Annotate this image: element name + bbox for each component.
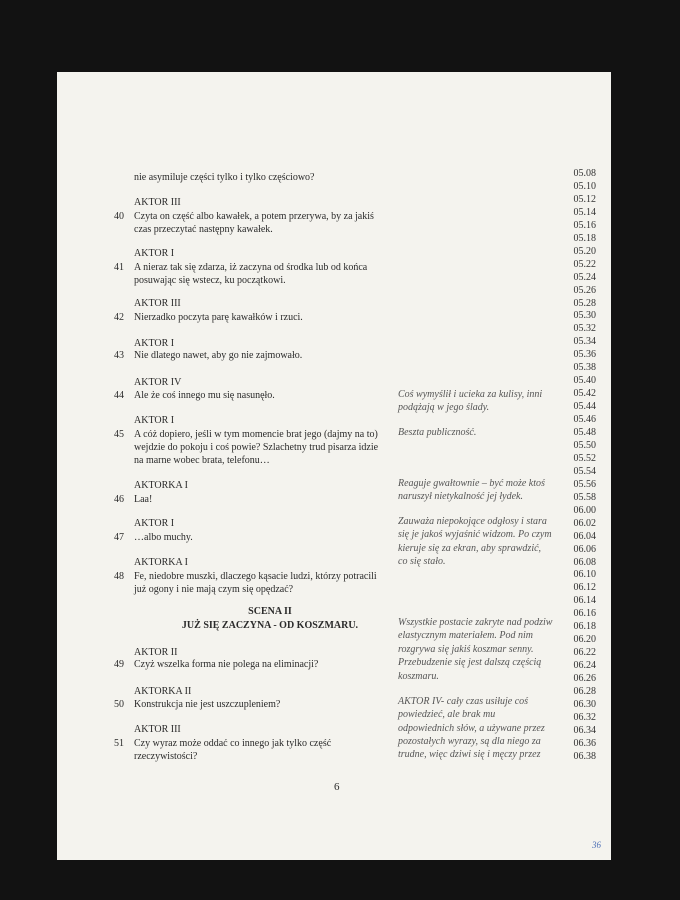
- timecode: 06.36: [573, 737, 596, 749]
- timecode: 06.14: [573, 595, 596, 607]
- stage-direction: pozostałych wyrazy, są dla niego za: [398, 735, 541, 747]
- corner-mark: 36: [592, 840, 601, 850]
- dialogue-line: Ale że coś innego mu się nasunęło.: [134, 390, 275, 401]
- dialogue-line: Czyż wszelka forma nie polega na eliminacji?: [134, 659, 319, 670]
- timecode: 06.38: [573, 750, 596, 762]
- dialogue-line: posuwając się wstecz, ku początkowi.: [134, 275, 286, 286]
- line-number: 46: [114, 494, 124, 505]
- dialogue-line: Nie dlatego nawet, aby go nie zajmowało.: [134, 350, 303, 361]
- timecode: 05.34: [573, 336, 596, 348]
- timecode: 06.12: [573, 582, 596, 594]
- line-number: 51: [114, 738, 124, 749]
- timecode: 05.42: [573, 388, 596, 400]
- dialogue-line: Czy wyraz może oddać co innego jak tylko część: [134, 738, 332, 749]
- line-number: 50: [114, 699, 124, 710]
- speaker-name: AKTOR I: [134, 248, 175, 259]
- line-number: 44: [114, 390, 124, 401]
- timecode: 06.10: [573, 569, 596, 581]
- timecode: 05.58: [573, 491, 596, 503]
- timecode: 06.26: [573, 673, 596, 685]
- stage-direction: Reaguje gwałtownie – być może ktoś: [398, 478, 545, 489]
- timecode: 05.28: [573, 297, 596, 309]
- stage-direction: AKTOR IV- cały czas usiłuje coś: [398, 696, 529, 707]
- timecode: 06.18: [573, 621, 596, 633]
- stage-direction: Wszystkie postacie zakryte nad podziw: [398, 617, 553, 628]
- stage-direction: Przebudzenie się jest dalszą częścią: [398, 657, 542, 669]
- timecode: 05.12: [573, 193, 596, 205]
- timecode: 06.22: [573, 647, 596, 659]
- speaker-name: AKTORKA I: [134, 480, 188, 491]
- timecode: 05.30: [573, 310, 596, 322]
- line-number: 41: [114, 262, 124, 273]
- timecode: 05.44: [573, 401, 596, 413]
- timecode: 05.46: [573, 414, 596, 426]
- timecode: 05.56: [573, 478, 596, 490]
- timecode: 06.24: [573, 660, 596, 672]
- timecode: 05.08: [573, 168, 596, 179]
- timecode: 06.30: [573, 698, 596, 710]
- dialogue-line: Czyta on część albo kawałek, a potem przerywa, by za jakiś: [134, 211, 374, 222]
- dialogue-line: …albo muchy.: [134, 532, 193, 543]
- timecode: 05.16: [573, 219, 596, 231]
- stage-direction: trudne, więc dziwi się i męczy przez: [398, 749, 541, 761]
- scene-title: SCENA II: [248, 606, 292, 617]
- dialogue-line: A nieraz tak się zdarza, iż zaczyna od środka lub od końca: [134, 262, 368, 273]
- script-page: [57, 72, 611, 860]
- timecode: 05.32: [573, 323, 596, 335]
- stage-direction: kieruje się za ekran, aby sprawdzić,: [398, 542, 542, 554]
- timecode: 06.08: [573, 556, 596, 568]
- dialogue-line: wejdzie do pokoju i coś powie? Szlachetny trud pisarza idzie: [134, 442, 379, 453]
- speaker-name: AKTOR II: [134, 647, 178, 658]
- dialogue-line: Laa!: [134, 494, 153, 505]
- dialogue-line: Konstrukcja nie jest uszczupleniem?: [134, 699, 281, 710]
- timecode: 06.06: [573, 543, 596, 555]
- timecode: 06.02: [573, 517, 596, 529]
- stage-direction: się je jakoś wyjaśnić widzom. Po czym: [398, 529, 552, 541]
- stage-direction: powiedzieć, ale brak mu: [398, 709, 496, 721]
- speaker-name: AKTOR I: [134, 338, 175, 349]
- speaker-name: AKTOR I: [134, 518, 175, 529]
- timecode: 05.36: [573, 349, 596, 361]
- timecode: 05.52: [573, 452, 596, 464]
- line-number: 45: [114, 429, 124, 440]
- line-number: 42: [114, 312, 124, 323]
- stage-direction: koszmaru.: [398, 670, 439, 682]
- stage-direction: elastycznym materiałem. Pod nim: [398, 630, 533, 642]
- timecode: 05.48: [573, 427, 596, 438]
- speaker-name: AKTOR III: [134, 197, 181, 208]
- stage-direction: Coś wymyślił i ucieka za kulisy, inni: [398, 389, 543, 400]
- intro-line: nie asymiluje części tylko i tylko częściowo?: [134, 172, 315, 183]
- stage-direction: Zauważa niepokojące odgłosy i stara: [398, 516, 547, 527]
- timecode: 05.22: [573, 258, 596, 270]
- dialogue-line: A cóż dopiero, jeśli w tym momencie brat jego (dajmy na to): [134, 429, 378, 440]
- timecode: 06.00: [573, 504, 596, 516]
- stage-direction: podążają w jego ślady.: [398, 402, 490, 413]
- dialogue-line: czas przeczytać następny kawałek.: [134, 224, 273, 235]
- timecode: 05.26: [573, 284, 596, 296]
- speaker-name: AKTOR I: [134, 415, 175, 426]
- dialogue-line: rzeczywistości?: [134, 751, 198, 762]
- speaker-name: AKTOR IV: [134, 377, 182, 388]
- stage-direction: odpowiednich słów, a używane przez: [398, 722, 545, 734]
- line-number: 40: [114, 211, 124, 222]
- timecode: 06.28: [573, 686, 596, 697]
- dialogue-line: już ogony i nie mają czym się opędzać?: [134, 584, 294, 595]
- page-number: 6: [334, 781, 340, 793]
- line-number: 43: [114, 350, 124, 361]
- speaker-name: AKTOR III: [134, 724, 181, 735]
- scene-subtitle: JUŻ SIĘ ZACZYNA - OD KOSZMARU.: [181, 620, 359, 631]
- timecode: 06.04: [573, 530, 596, 542]
- stage-direction: Beszta publiczność.: [398, 427, 477, 438]
- speaker-name: AKTORKA I: [134, 557, 188, 568]
- timecode: 05.50: [573, 439, 596, 451]
- timecode: 05.40: [573, 375, 596, 387]
- timecode: 06.20: [573, 634, 596, 646]
- timecode: 06.32: [573, 711, 596, 723]
- dialogue-line: Fe, niedobre muszki, dlaczego kąsacie ludzi, którzy potracili: [134, 571, 377, 582]
- timecode: 05.20: [573, 245, 596, 257]
- stage-direction: co się stało.: [398, 555, 446, 567]
- speaker-name: AKTOR III: [134, 298, 181, 309]
- line-number: 48: [114, 571, 124, 582]
- dialogue-line: na marne wobec brata, telefonu…: [134, 455, 270, 466]
- timecode: 06.34: [573, 724, 596, 736]
- timecode: 06.16: [573, 608, 596, 620]
- dialogue-line: Nierzadko poczyta parę kawałków i rzuci.: [134, 312, 303, 323]
- timecode: 05.18: [573, 232, 596, 244]
- timecode: 05.38: [573, 362, 596, 374]
- stage-direction: rozgrywa się jakiś koszmar senny.: [398, 643, 534, 655]
- timecode: 05.14: [573, 206, 596, 218]
- stage-direction: naruszył nietykalność jej łydek.: [398, 491, 523, 502]
- line-number: 47: [114, 532, 124, 543]
- timecode: 05.24: [573, 271, 596, 283]
- timecode: 05.10: [573, 180, 596, 192]
- line-number: 49: [114, 659, 124, 670]
- timecode: 05.54: [573, 465, 596, 477]
- speaker-name: AKTORKA II: [134, 686, 192, 697]
